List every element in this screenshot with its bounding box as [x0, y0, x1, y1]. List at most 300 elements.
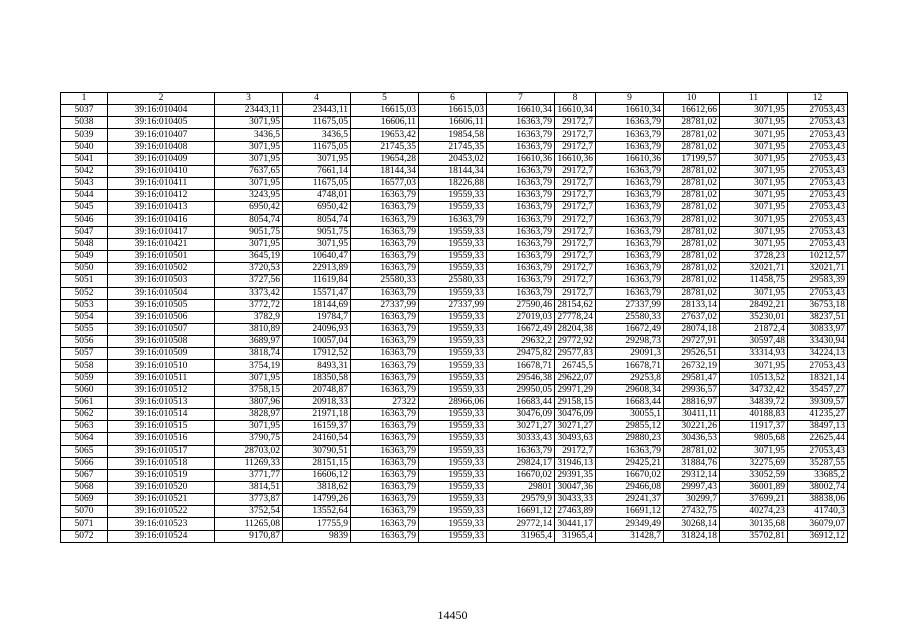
value-cell: 27053,43 — [788, 105, 848, 117]
value-cell: 16363,79 — [596, 287, 664, 299]
header-cell: 11 — [720, 93, 788, 105]
table-row — [61, 178, 848, 190]
value-cell: 16612,66 — [664, 105, 720, 117]
value-cell: 29880,23 — [596, 433, 664, 445]
value-cell: 28204,38 — [555, 323, 596, 335]
value-cell: 29349,49 — [596, 518, 664, 530]
value-cell: 11619,84 — [283, 275, 351, 287]
value-cell: 16363,79 — [487, 214, 555, 226]
value-cell: 30299,7 — [664, 494, 720, 506]
table-header — [61, 93, 848, 105]
value-cell: 28781,02 — [664, 141, 720, 153]
value-cell: 16363,79 — [596, 190, 664, 202]
value-cell: 18321,14 — [788, 372, 848, 384]
value-cell: 25580,33 — [596, 311, 664, 323]
value-cell: 27463,89 — [555, 506, 596, 518]
cadastral-number-cell: 39:16:010404 — [108, 105, 215, 117]
value-cell: 3752,54 — [215, 506, 283, 518]
value-cell: 29971,29 — [555, 384, 596, 396]
value-cell: 16363,79 — [596, 214, 664, 226]
value-cell: 3689,97 — [215, 336, 283, 348]
value-cell: 3818,74 — [215, 348, 283, 360]
value-cell: 16683,44 — [487, 396, 555, 408]
value-cell: 3071,95 — [215, 117, 283, 129]
row-number-cell: 5063 — [61, 421, 108, 433]
value-cell: 28781,02 — [664, 226, 720, 238]
value-cell: 28781,02 — [664, 202, 720, 214]
value-cell: 16363,79 — [487, 445, 555, 457]
value-cell: 27053,43 — [788, 153, 848, 165]
value-cell: 22913,89 — [283, 263, 351, 275]
value-cell: 16363,79 — [596, 117, 664, 129]
value-cell: 30493,63 — [555, 433, 596, 445]
cadastral-number-cell: 39:16:010520 — [108, 482, 215, 494]
value-cell: 3071,95 — [720, 287, 788, 299]
value-cell: 27337,99 — [419, 299, 487, 311]
value-cell: 29608,34 — [596, 384, 664, 396]
value-cell: 29526,51 — [664, 348, 720, 360]
table-row — [61, 336, 848, 348]
value-cell: 3071,95 — [720, 190, 788, 202]
value-cell: 3071,95 — [215, 238, 283, 250]
value-cell: 3071,95 — [215, 178, 283, 190]
cadastral-number-cell: 39:16:010405 — [108, 117, 215, 129]
value-cell: 10212,57 — [788, 251, 848, 263]
table-row — [61, 433, 848, 445]
value-cell: 28781,02 — [664, 214, 720, 226]
value-cell: 21971,18 — [283, 409, 351, 421]
value-cell: 29172,7 — [555, 214, 596, 226]
value-cell: 29391,35 — [555, 469, 596, 481]
value-cell: 16610,36 — [596, 153, 664, 165]
cadastral-number-cell: 39:16:010514 — [108, 409, 215, 421]
row-number-cell: 5062 — [61, 409, 108, 421]
cadastral-number-cell: 39:16:010409 — [108, 153, 215, 165]
data-table — [60, 92, 848, 543]
value-cell: 3771,77 — [215, 469, 283, 481]
value-cell: 20748,87 — [283, 384, 351, 396]
header-cell: 4 — [283, 93, 351, 105]
value-cell: 16363,79 — [351, 518, 419, 530]
table-row — [61, 311, 848, 323]
value-cell: 39309,57 — [788, 396, 848, 408]
table-row — [61, 263, 848, 275]
value-cell: 3071,95 — [283, 238, 351, 250]
value-cell: 28781,02 — [664, 263, 720, 275]
value-cell: 32021,71 — [788, 263, 848, 275]
value-cell: 3071,95 — [215, 372, 283, 384]
row-number-cell: 5064 — [61, 433, 108, 445]
value-cell: 28492,21 — [720, 299, 788, 311]
value-cell: 29172,7 — [555, 202, 596, 214]
value-cell: 30135,68 — [720, 518, 788, 530]
value-cell: 16363,79 — [487, 165, 555, 177]
value-cell: 16363,79 — [351, 457, 419, 469]
value-cell: 27053,43 — [788, 238, 848, 250]
value-cell: 19559,33 — [419, 530, 487, 542]
value-cell: 9170,87 — [215, 530, 283, 542]
table-row — [61, 494, 848, 506]
table-row — [61, 457, 848, 469]
value-cell: 3772,72 — [215, 299, 283, 311]
value-cell: 9051,75 — [283, 226, 351, 238]
value-cell: 3071,95 — [720, 178, 788, 190]
value-cell: 24096,93 — [283, 323, 351, 335]
value-cell: 3071,95 — [283, 153, 351, 165]
value-cell: 19559,33 — [419, 409, 487, 421]
value-cell: 35702,81 — [720, 530, 788, 542]
value-cell: 3071,95 — [215, 141, 283, 153]
value-cell: 14799,26 — [283, 494, 351, 506]
cadastral-number-cell: 39:16:010412 — [108, 190, 215, 202]
header-cell: 7 — [487, 93, 555, 105]
table-row — [61, 117, 848, 129]
value-cell: 19559,33 — [419, 457, 487, 469]
value-cell: 17755,9 — [283, 518, 351, 530]
table-row — [61, 360, 848, 372]
value-cell: 16363,79 — [596, 226, 664, 238]
value-cell: 16363,79 — [351, 494, 419, 506]
value-cell: 28781,02 — [664, 129, 720, 141]
value-cell: 36001,89 — [720, 482, 788, 494]
value-cell: 16363,79 — [487, 287, 555, 299]
value-cell: 3790,75 — [215, 433, 283, 445]
value-cell: 19559,33 — [419, 494, 487, 506]
value-cell: 16363,79 — [351, 433, 419, 445]
value-cell: 29824,17 — [487, 457, 555, 469]
value-cell: 33685,2 — [788, 469, 848, 481]
value-cell: 29936,57 — [664, 384, 720, 396]
value-cell: 16363,79 — [351, 226, 419, 238]
cadastral-number-cell: 39:16:010507 — [108, 323, 215, 335]
cadastral-number-cell: 39:16:010416 — [108, 214, 215, 226]
value-cell: 27053,43 — [788, 287, 848, 299]
value-cell: 17912,52 — [283, 348, 351, 360]
value-cell: 16363,79 — [487, 129, 555, 141]
cadastral-number-cell: 39:16:010524 — [108, 530, 215, 542]
value-cell: 16606,11 — [419, 117, 487, 129]
value-cell: 16363,79 — [596, 238, 664, 250]
value-cell: 29172,7 — [555, 190, 596, 202]
value-cell: 3071,95 — [720, 226, 788, 238]
value-cell: 16159,37 — [283, 421, 351, 433]
cadastral-number-cell: 39:16:010504 — [108, 287, 215, 299]
table-row — [61, 251, 848, 263]
row-number-cell: 5045 — [61, 202, 108, 214]
table-row — [61, 421, 848, 433]
value-cell: 16363,79 — [487, 226, 555, 238]
table-body — [61, 105, 848, 543]
value-cell: 16678,71 — [487, 360, 555, 372]
value-cell: 16363,79 — [351, 372, 419, 384]
value-cell: 16363,79 — [487, 263, 555, 275]
value-cell: 10640,47 — [283, 251, 351, 263]
cadastral-number-cell: 39:16:010411 — [108, 178, 215, 190]
value-cell: 3754,19 — [215, 360, 283, 372]
value-cell: 3773,87 — [215, 494, 283, 506]
value-cell: 29298,73 — [596, 336, 664, 348]
row-number-cell: 5059 — [61, 372, 108, 384]
value-cell: 27053,43 — [788, 214, 848, 226]
header-cell: 10 — [664, 93, 720, 105]
value-cell: 16363,79 — [351, 469, 419, 481]
value-cell: 16670,02 — [487, 469, 555, 481]
value-cell: 41740,3 — [788, 506, 848, 518]
value-cell: 16363,79 — [351, 360, 419, 372]
value-cell: 21745,35 — [351, 141, 419, 153]
value-cell: 27053,43 — [788, 445, 848, 457]
table-row — [61, 238, 848, 250]
value-cell: 16672,49 — [596, 323, 664, 335]
value-cell: 3071,95 — [720, 214, 788, 226]
value-cell: 35457,27 — [788, 384, 848, 396]
value-cell: 29801 — [487, 482, 555, 494]
value-cell: 29466,08 — [596, 482, 664, 494]
value-cell: 29772,14 — [487, 518, 555, 530]
value-cell: 19559,33 — [419, 433, 487, 445]
value-cell: 29253,8 — [596, 372, 664, 384]
value-cell: 27053,43 — [788, 165, 848, 177]
table-row — [61, 445, 848, 457]
value-cell: 19559,33 — [419, 421, 487, 433]
value-cell: 16363,79 — [487, 178, 555, 190]
value-cell: 6950,42 — [215, 202, 283, 214]
value-cell: 29855,12 — [596, 421, 664, 433]
value-cell: 3828,97 — [215, 409, 283, 421]
value-cell: 30441,17 — [555, 518, 596, 530]
value-cell: 16363,79 — [596, 251, 664, 263]
value-cell: 16363,79 — [351, 323, 419, 335]
value-cell: 19559,33 — [419, 323, 487, 335]
value-cell: 16363,79 — [487, 202, 555, 214]
value-cell: 28781,02 — [664, 178, 720, 190]
row-number-cell: 5051 — [61, 275, 108, 287]
row-number-cell: 5072 — [61, 530, 108, 542]
value-cell: 3645,19 — [215, 251, 283, 263]
value-cell: 29622,07 — [555, 372, 596, 384]
cadastral-number-cell: 39:16:010516 — [108, 433, 215, 445]
row-number-cell: 5071 — [61, 518, 108, 530]
table-row — [61, 348, 848, 360]
value-cell: 28151,15 — [283, 457, 351, 469]
value-cell: 27337,99 — [351, 299, 419, 311]
value-cell: 3758,15 — [215, 384, 283, 396]
value-cell: 29172,7 — [555, 226, 596, 238]
value-cell: 29950,05 — [487, 384, 555, 396]
value-cell: 16363,79 — [596, 275, 664, 287]
value-cell: 34732,42 — [720, 384, 788, 396]
value-cell: 11675,05 — [283, 141, 351, 153]
value-cell: 30833,97 — [788, 323, 848, 335]
row-number-cell: 5046 — [61, 214, 108, 226]
value-cell: 16363,79 — [596, 178, 664, 190]
table-row — [61, 202, 848, 214]
value-cell: 19559,33 — [419, 287, 487, 299]
table-row — [61, 372, 848, 384]
value-cell: 3728,23 — [720, 251, 788, 263]
value-cell: 16363,79 — [351, 202, 419, 214]
value-cell: 16670,02 — [596, 469, 664, 481]
value-cell: 30221,26 — [664, 421, 720, 433]
cadastral-number-cell: 39:16:010407 — [108, 129, 215, 141]
value-cell: 16363,79 — [487, 190, 555, 202]
value-cell: 28133,14 — [664, 299, 720, 311]
value-cell: 28781,02 — [664, 251, 720, 263]
value-cell: 31946,13 — [555, 457, 596, 469]
row-number-cell: 5055 — [61, 323, 108, 335]
row-number-cell: 5067 — [61, 469, 108, 481]
value-cell: 3727,56 — [215, 275, 283, 287]
value-cell: 16363,79 — [351, 190, 419, 202]
value-cell: 19559,33 — [419, 348, 487, 360]
value-cell: 16363,79 — [596, 129, 664, 141]
value-cell: 7637,65 — [215, 165, 283, 177]
value-cell: 34839,72 — [720, 396, 788, 408]
cadastral-number-cell: 39:16:010501 — [108, 251, 215, 263]
value-cell: 27053,43 — [788, 360, 848, 372]
value-cell: 27053,43 — [788, 117, 848, 129]
table-row — [61, 287, 848, 299]
value-cell: 16615,03 — [351, 105, 419, 117]
value-cell: 3071,95 — [720, 202, 788, 214]
header-cell: 6 — [419, 93, 487, 105]
row-number-cell: 5050 — [61, 263, 108, 275]
cadastral-number-cell: 39:16:010503 — [108, 275, 215, 287]
cadastral-number-cell: 39:16:010523 — [108, 518, 215, 530]
value-cell: 19559,33 — [419, 372, 487, 384]
value-cell: 30436,53 — [664, 433, 720, 445]
value-cell: 19559,33 — [419, 311, 487, 323]
value-cell: 19559,33 — [419, 360, 487, 372]
value-cell: 32021,71 — [720, 263, 788, 275]
value-cell: 29772,92 — [555, 336, 596, 348]
value-cell: 27432,75 — [664, 506, 720, 518]
value-cell: 31965,4 — [555, 530, 596, 542]
table-row — [61, 141, 848, 153]
value-cell: 16606,12 — [283, 469, 351, 481]
value-cell: 16363,79 — [351, 445, 419, 457]
value-cell: 16363,79 — [596, 165, 664, 177]
value-cell: 16672,49 — [487, 323, 555, 335]
value-cell: 16363,79 — [351, 409, 419, 421]
table-row — [61, 214, 848, 226]
value-cell: 19653,42 — [351, 129, 419, 141]
value-cell: 16363,79 — [351, 530, 419, 542]
cadastral-number-cell: 39:16:010518 — [108, 457, 215, 469]
value-cell: 3782,9 — [215, 311, 283, 323]
value-cell: 30476,09 — [487, 409, 555, 421]
row-number-cell: 5058 — [61, 360, 108, 372]
table-row — [61, 482, 848, 494]
value-cell: 16606,11 — [351, 117, 419, 129]
value-cell: 25580,33 — [419, 275, 487, 287]
table-row — [61, 129, 848, 141]
value-cell: 27053,43 — [788, 190, 848, 202]
value-cell: 30268,14 — [664, 518, 720, 530]
value-cell: 16363,79 — [351, 263, 419, 275]
page-number: 14450 — [437, 608, 468, 622]
row-number-cell: 5060 — [61, 384, 108, 396]
value-cell: 16610,34 — [487, 105, 555, 117]
value-cell: 16577,03 — [351, 178, 419, 190]
value-cell: 30047,36 — [555, 482, 596, 494]
value-cell: 28781,02 — [664, 238, 720, 250]
value-cell: 16363,79 — [596, 263, 664, 275]
value-cell: 40188,83 — [720, 409, 788, 421]
value-cell: 29241,37 — [596, 494, 664, 506]
cadastral-number-cell: 39:16:010509 — [108, 348, 215, 360]
value-cell: 16610,36 — [487, 153, 555, 165]
value-cell: 28781,02 — [664, 190, 720, 202]
cadastral-number-cell: 39:16:010505 — [108, 299, 215, 311]
value-cell: 11458,75 — [720, 275, 788, 287]
value-cell: 16363,79 — [596, 141, 664, 153]
value-cell: 30790,51 — [283, 445, 351, 457]
value-cell: 26745,5 — [555, 360, 596, 372]
row-number-cell: 5070 — [61, 506, 108, 518]
row-number-cell: 5044 — [61, 190, 108, 202]
value-cell: 28781,02 — [664, 445, 720, 457]
value-cell: 36912,12 — [788, 530, 848, 542]
row-number-cell: 5054 — [61, 311, 108, 323]
value-cell: 33314,93 — [720, 348, 788, 360]
value-cell: 19559,33 — [419, 445, 487, 457]
value-cell: 19559,33 — [419, 190, 487, 202]
value-cell: 16615,03 — [419, 105, 487, 117]
value-cell: 3373,42 — [215, 287, 283, 299]
value-cell: 30411,11 — [664, 409, 720, 421]
cadastral-number-cell: 39:16:010519 — [108, 469, 215, 481]
table-row — [61, 396, 848, 408]
header-cell: 2 — [108, 93, 215, 105]
value-cell: 6950,42 — [283, 202, 351, 214]
value-cell: 29632,2 — [487, 336, 555, 348]
value-cell: 38237,51 — [788, 311, 848, 323]
value-cell: 16678,71 — [596, 360, 664, 372]
value-cell: 3810,89 — [215, 323, 283, 335]
value-cell: 8054,74 — [215, 214, 283, 226]
table-row — [61, 105, 848, 117]
value-cell: 27053,43 — [788, 178, 848, 190]
value-cell: 27337,99 — [596, 299, 664, 311]
value-cell: 11675,05 — [283, 117, 351, 129]
value-cell: 27322 — [351, 396, 419, 408]
cadastral-number-cell: 39:16:010510 — [108, 360, 215, 372]
cadastral-number-cell: 39:16:010410 — [108, 165, 215, 177]
row-number-cell: 5043 — [61, 178, 108, 190]
cadastral-number-cell: 39:16:010517 — [108, 445, 215, 457]
table-row — [61, 518, 848, 530]
value-cell: 19559,33 — [419, 518, 487, 530]
value-cell: 3071,95 — [720, 141, 788, 153]
row-number-cell: 5053 — [61, 299, 108, 311]
row-number-cell: 5057 — [61, 348, 108, 360]
value-cell: 29172,7 — [555, 263, 596, 275]
value-cell: 16363,79 — [351, 311, 419, 323]
value-cell: 16363,79 — [351, 421, 419, 433]
value-cell: 19559,33 — [419, 469, 487, 481]
value-cell: 21872,4 — [720, 323, 788, 335]
value-cell: 3436,5 — [215, 129, 283, 141]
value-cell: 10513,52 — [720, 372, 788, 384]
value-cell: 27053,43 — [788, 141, 848, 153]
value-cell: 23443,11 — [283, 105, 351, 117]
value-cell: 19784,7 — [283, 311, 351, 323]
value-cell: 15571,47 — [283, 287, 351, 299]
value-cell: 16363,79 — [487, 251, 555, 263]
value-cell: 30476,09 — [555, 409, 596, 421]
value-cell: 7661,14 — [283, 165, 351, 177]
